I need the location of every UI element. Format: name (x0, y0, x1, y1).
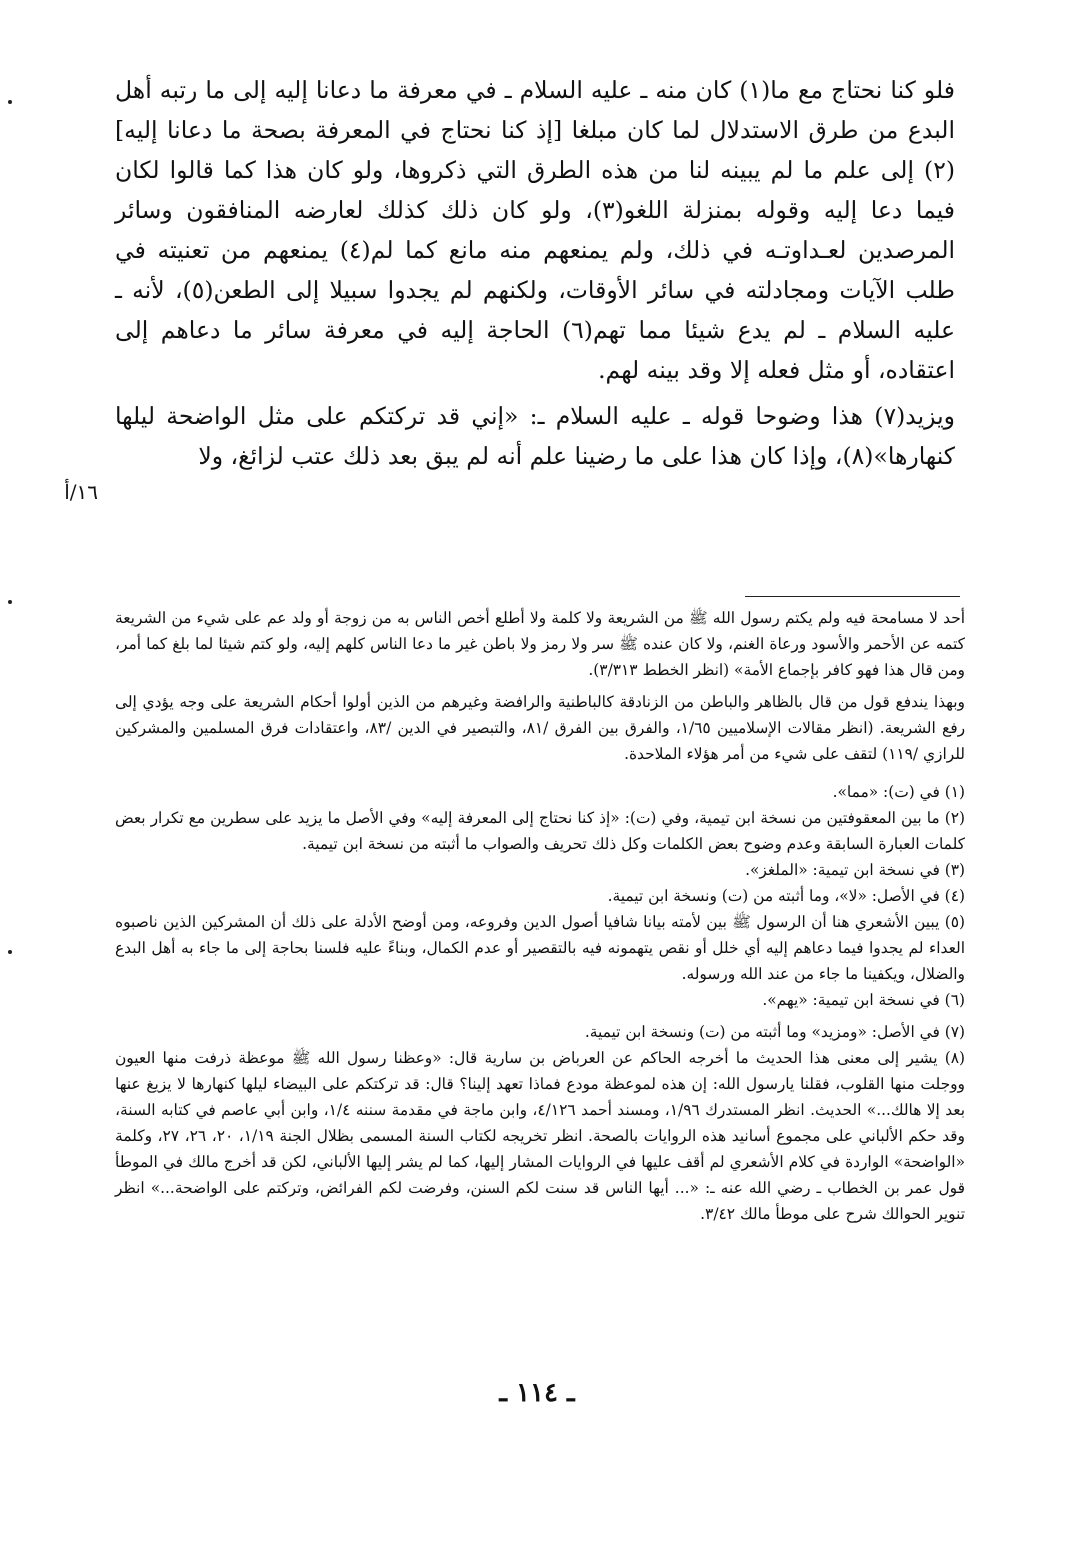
main-paragraph-2: ويزيد(٧) هذا وضوحا قوله ـ عليه السلام ـ: «إني قد تركتكم على مثل الواضحة ليلها كنهارها»(٨)، وإذا كان هذا على ما رضينا علم أنه لم يبق بعد ذلك عتب لزائغ، ولا (115, 402, 955, 470)
footnote-5: (٥) يبين الأشعري هنا أن الرسول ﷺ بين لأمته بيانا شافيا أصول الدين وفروعه، ومن أوضح الأدلة على ذلك أن المشركين الذين ناصبوه العداء لم يجدوا فيما دعاهم إليه أي خلل أو نقص يتهمونه فيه بالتقصير أو عدم الكمال، وبناءً عليه فلسنا بحاجة إلى ما جاء به أهل البدع والضلال، ويكفينا ما جاء من عند الله ورسوله. (115, 913, 965, 983)
page-number: ـ ١١٤ ـ (499, 1378, 575, 1408)
footnote-continuation-1: أحد لا مسامحة فيه ولم يكتم رسول الله ﷺ من الشريعة ولا كلمة ولا أطلع أخص الناس به من زوجة أو ولد عم على شيء من الشريعة كتمه عن الأحمر والأسود ورعاة الغنم، ولا كان عنده ﷺ سر ولا رمز ولا باطن غير ما دعا الناس كلهم إليه، ولو كتم شيئا لما بلغ كما أمر، ومن قال هذا فهو كافر بإجماع الأمة» (انظر الخطط ٣/٣١٣). (115, 609, 965, 679)
footnote-6: (٦) في نسخة ابن تيمية: «يهم». (762, 991, 965, 1009)
main-paragraph-1: فلو كنا نحتاج مع ما(١) كان منه ـ عليه السلام ـ في معرفة ما دعانا إليه إلى ما رتبه أهل البدع من طرق الاستدلال لما كان مبلغا [إذ كنا نحتاج في المعرفة بصحة ما دعانا إليه](٢) إلى علم ما لم يبينه لنا من هذه الطرق التي ذكروها، ولو كان هذا كما قالوا لكان فيما دعا إليه وقوله بمنزلة اللغو(٣)، ولو كان ذلك كذلك لعارضه المنافقون وسائر المرصدين لعـداوتـه في ذلك، ولم يمنعهم منه مانع كما لم(٤) يمنعهم من تعنيته في طلب الآيات ومجادلته في سائر الأوقات، ولكنهم لم يجدوا سبيلا إلى الطعن(٥)، لأنه ـ عليه السلام ـ لم يدع شيئا مما تهم(٦) الحاجة إليه في معرفة سائر ما دعاهم إلى اعتقاده، أو مثل فعله إلا وقد بينه لهم. (115, 76, 956, 384)
manuscript-folio-marker: ١٦/أ (64, 480, 98, 504)
footnote-1: (١) في (ت): «مما». (832, 783, 965, 801)
footnote-4: (٤) في الأصل: «لا»، وما أثبته من (ت) ونسخة ابن تيمية. (607, 887, 965, 905)
footnote-8: (٨) يشير إلى معنى هذا الحديث ما أخرجه الحاكم عن العرباض بن سارية قال: «وعظنا رسول الله ﷺ موعظة ذرفت منها العيون ووجلت منها القلوب، فقلنا يارسول الله: إن هذه لموعظة مودع فماذا تعهد إلينا؟ قال: قد تركتكم على البيضاء ليلها كنهارها لا يزيغ عنها بعد إلا هالك...» الحديث. انظر المستدرك ١/٩٦، ومسند أحمد ٤/١٢٦، وابن ماجة في مقدمة سننه ١/٤، وابن أبي عاصم في كتابه السنة، وقد حكم الألباني على مجموع أسانيد هذه الروايات بالصحة. انظر تخريجه لكتاب السنة المسمى بظلال الجنة ١/١٩، ٢٠، ٢٦، ٢٧، وكلمة «الواضحة» الواردة في كلام الأشعري لم أقف عليها في الروايات المشار إليها، كما لم يشر إليها الألباني، لكن قد أخرج مالك في الموطأ قول عمر بن الخطاب ـ رضي الله عنه ـ: «... أيها الناس قد سنت لكم السنن، وفرضت لكم الفرائض، وتركتم على الواضحة...» انظر تنوير الحوالك شرح على موطأ مالك ٣/٤٢. (115, 1049, 965, 1223)
main-text (115, 70, 955, 476)
footnote-2: (٢) ما بين المعقوفتين من نسخة ابن تيمية، وفي (ت): «إذ كنا نحتاج إلى المعرفة إليه» وفي الأصل ما يزيد على سطرين مع تكرار بعض كلمات العبارة السابقة وعدم وضوح بعض الكلمات وكل ذلك تحريف والصواب ما أثبته من نسخة ابن تيمية. (115, 809, 965, 853)
scan-speck (8, 600, 12, 604)
footnote-continuation-2: وبهذا يندفع قول من قال بالظاهر والباطن من الزنادقة كالباطنية والرافضة وغيرهم من الذين أولوا أحكام الشريعة على وجه يؤدي إلى رفع الشريعة. (انظر مقالات الإسلاميين ١/٦٥، والفرق بين الفرق /٨١، والتبصير في الدين /٨٣، واعتقادات فرق المسلمين والمشركين للرازي /١١٩) لتقف على شيء من أمر هؤلاء الملاحدة. (115, 693, 966, 763)
footnote-separator (745, 596, 960, 597)
footnote-7: (٧) في الأصل: «ومزيد» وما أثبته من (ت) ونسخة ابن تيمية. (584, 1023, 965, 1041)
scan-speck (8, 100, 12, 104)
scan-speck (8, 950, 12, 954)
footnotes (115, 605, 965, 1227)
footnote-3: (٣) في نسخة ابن تيمية: «الملغز». (745, 861, 965, 879)
